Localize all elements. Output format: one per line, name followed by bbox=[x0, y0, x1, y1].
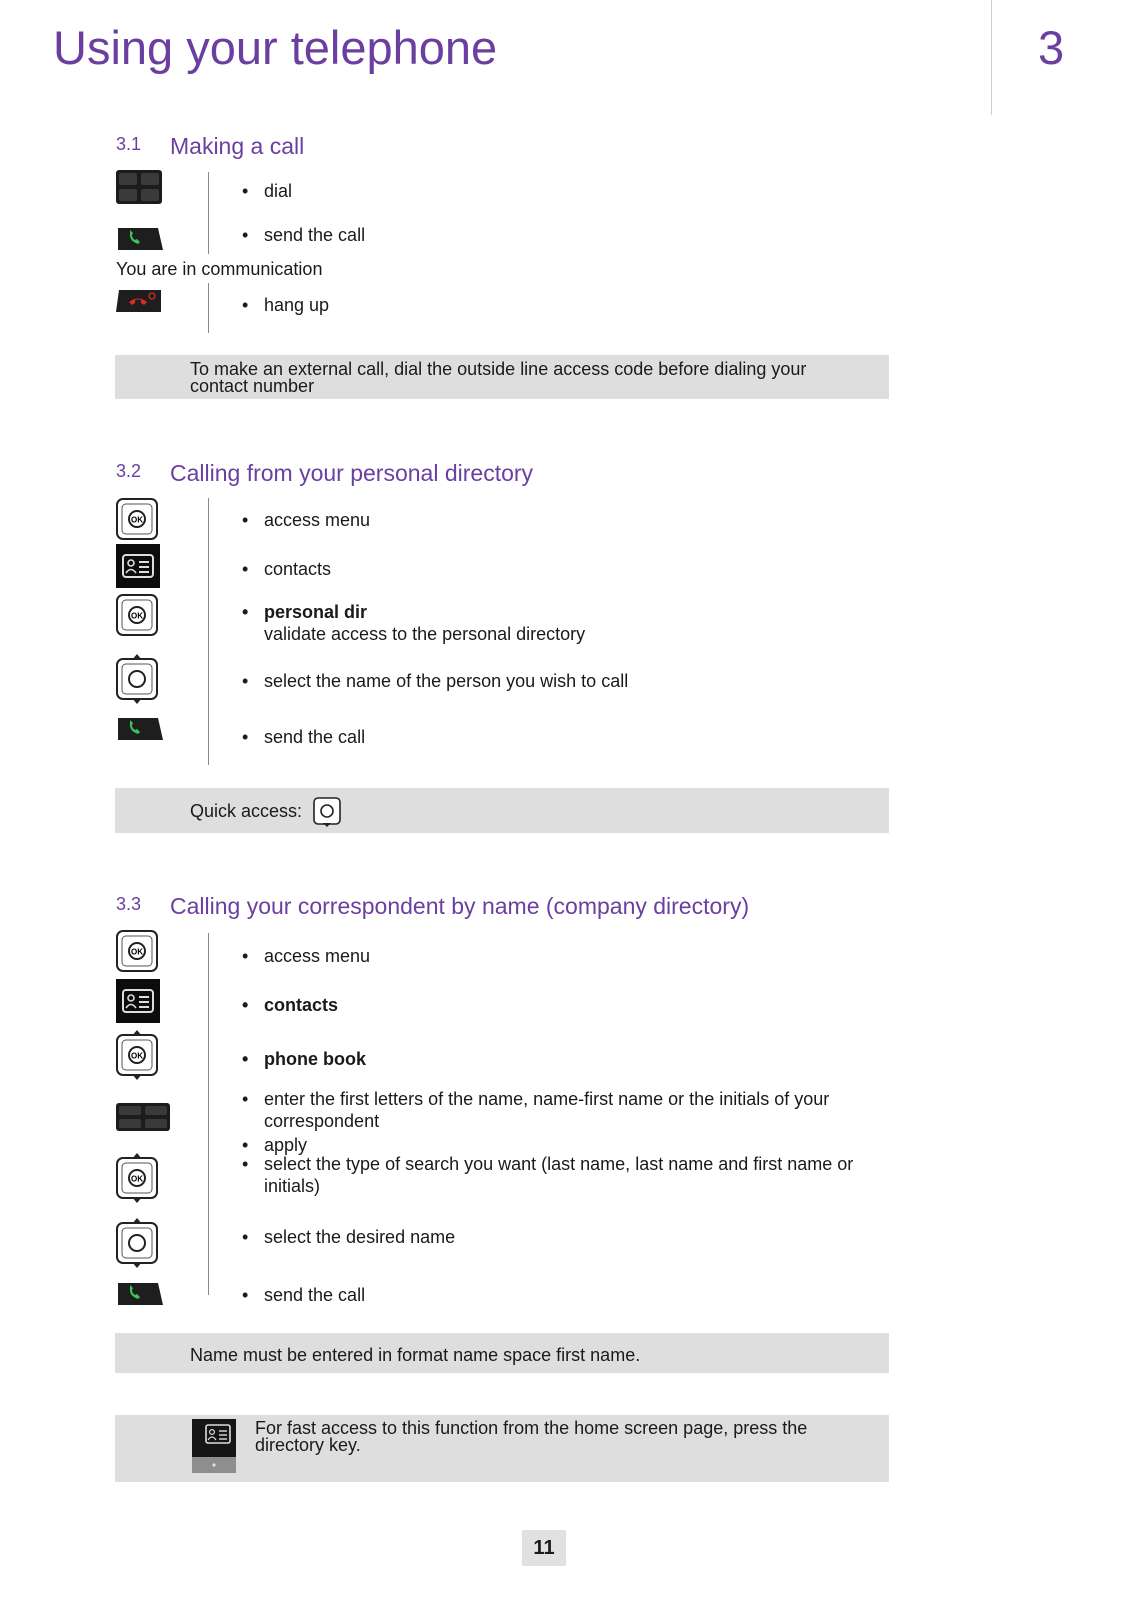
step-item: • send the call bbox=[242, 1285, 366, 1305]
call-key-icon bbox=[116, 716, 164, 747]
step-item: • apply bbox=[242, 1135, 308, 1155]
page-title: Using your telephone bbox=[53, 21, 498, 74]
note-box bbox=[115, 1333, 889, 1373]
chapter-number: 3 bbox=[1038, 21, 1065, 74]
steps-divider bbox=[208, 283, 209, 333]
step-description: validate access to the personal directory bbox=[264, 624, 586, 644]
directory-key-icon bbox=[192, 1419, 236, 1478]
section-number: 3.2 bbox=[116, 461, 142, 481]
step-item: • access menu bbox=[242, 946, 371, 966]
step-item: • personal dir bbox=[242, 602, 368, 622]
step-item: • send the call bbox=[242, 727, 366, 747]
ok-key-icon bbox=[116, 594, 158, 641]
navigator-icon bbox=[116, 1218, 158, 1273]
call-key-icon bbox=[116, 226, 164, 257]
page-number: 11 bbox=[522, 1530, 566, 1566]
keypad-icon bbox=[116, 170, 162, 209]
svg-text:OK: OK bbox=[131, 515, 143, 525]
step-item: • access menu bbox=[242, 510, 371, 530]
navigator-icon bbox=[313, 797, 341, 832]
steps-divider bbox=[208, 172, 209, 254]
status-text: You are in communication bbox=[116, 259, 323, 279]
contacts-icon bbox=[116, 544, 160, 593]
step-item: • select the name of the person you wish to call bbox=[242, 671, 629, 691]
step-item: • select the type of search you want (last name, last name and first name or initials) bbox=[242, 1154, 854, 1196]
svg-text:OK: OK bbox=[131, 1174, 143, 1184]
step-item: • contacts bbox=[242, 559, 332, 579]
step-item: • select the desired name bbox=[242, 1227, 456, 1247]
note-text: Name must be entered in format name space first name. bbox=[190, 1345, 641, 1365]
ok-navigator-icon bbox=[116, 1153, 158, 1208]
section-number: 3.3 bbox=[116, 894, 142, 914]
svg-text:OK: OK bbox=[131, 1051, 143, 1061]
ok-key-icon bbox=[116, 930, 158, 977]
ok-navigator-icon bbox=[116, 1030, 158, 1085]
section-number: 3.1 bbox=[116, 134, 142, 154]
step-item: • hang up bbox=[242, 295, 330, 315]
contacts-icon bbox=[116, 979, 160, 1028]
svg-text:OK: OK bbox=[131, 611, 143, 621]
note-box bbox=[115, 788, 889, 833]
step-item: • send the call bbox=[242, 225, 366, 245]
call-key-icon bbox=[116, 1281, 164, 1312]
header-divider bbox=[991, 0, 992, 115]
steps-divider bbox=[208, 933, 209, 1295]
tip-text: For fast access to this function from the home screen page, press the directory key. bbox=[255, 1418, 808, 1455]
section-title: Making a call bbox=[170, 133, 305, 159]
note-text: Quick access: bbox=[190, 801, 303, 821]
step-item: • enter the first letters of the name, name-first name or the initials of your correspondent bbox=[242, 1089, 830, 1131]
tip-box bbox=[115, 1415, 889, 1482]
hang-up-key-icon bbox=[116, 288, 162, 319]
section-title: Calling your correspondent by name (company directory) bbox=[170, 893, 750, 919]
step-item: • dial bbox=[242, 181, 293, 201]
section-title: Calling from your personal directory bbox=[170, 460, 534, 486]
ok-key-icon bbox=[116, 498, 158, 545]
step-item: • phone book bbox=[242, 1049, 366, 1069]
alpha-keypad-icon bbox=[116, 1103, 170, 1136]
note-text: To make an external call, dial the outside line access code before dialing your contact number bbox=[190, 359, 807, 396]
svg-text:OK: OK bbox=[131, 947, 143, 957]
step-item: • contacts bbox=[242, 995, 339, 1015]
navigator-icon bbox=[116, 654, 158, 709]
steps-divider bbox=[208, 498, 209, 765]
note-box bbox=[115, 355, 889, 399]
